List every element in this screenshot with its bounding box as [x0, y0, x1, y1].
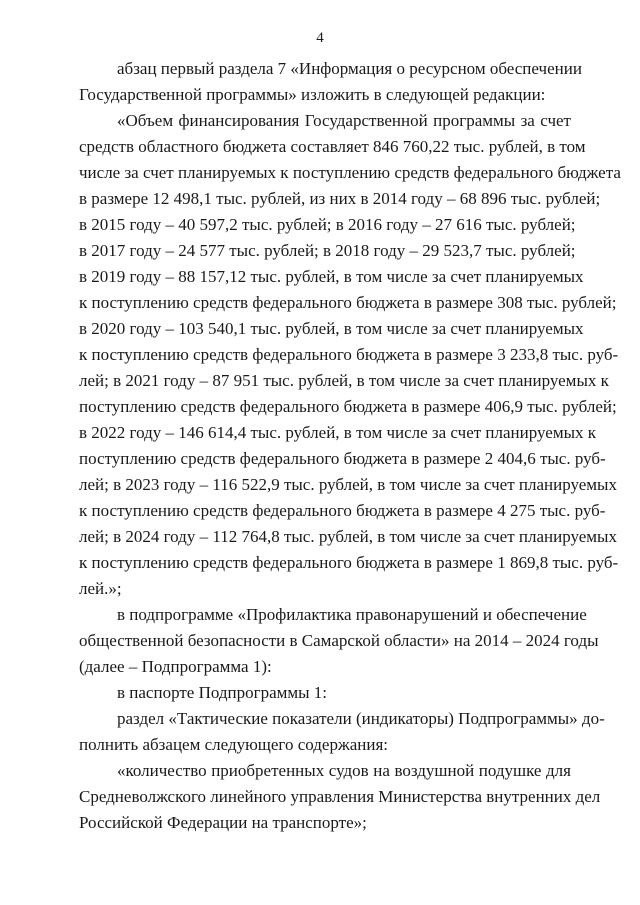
text-line: к поступлению средств федерального бюджета в размере 4 275 тыс. руб- — [79, 501, 606, 520]
text-line: к поступлению средств федерального бюджета в размере 1 869,8 тыс. руб- — [79, 553, 619, 572]
text-line: к поступлению средств федерального бюджета в размере 3 233,8 тыс. руб- — [79, 345, 619, 364]
text-line: «количество приобретенных судов на воздушной подушке для — [117, 761, 571, 780]
text-line: лей.»; — [79, 579, 122, 598]
text-line: к поступлению средств федерального бюджета в размере 308 тыс. рублей; — [79, 293, 617, 312]
text-line: Государственной программы» изложить в следующей редакции: — [79, 85, 546, 104]
text-line: лей; в 2023 году – 116 522,9 тыс. рублей, в том числе за счет планируемых — [79, 475, 617, 494]
text-line: раздел «Тактические показатели (индикаторы) Подпрограммы» до- — [117, 709, 605, 728]
text-line: в 2022 году – 146 614,4 тыс. рублей, в том числе за счет планируемых к — [79, 423, 597, 442]
page-number: 4 — [316, 30, 324, 46]
text-line: абзац первый раздела 7 «Информация о ресурсном обеспечении — [117, 59, 582, 78]
text-line: в размере 12 498,1 тыс. рублей, из них в 2014 году – 68 896 тыс. рублей; — [79, 189, 601, 208]
text-line: полнить абзацем следующего содержания: — [79, 735, 389, 754]
text-line: в 2020 году – 103 540,1 тыс. рублей, в том числе за счет планируемых — [79, 319, 584, 338]
text-line: общественной безопасности в Самарской области» на 2014 – 2024 годы — [79, 631, 599, 650]
text-line: поступлению средств федерального бюджета в размере 406,9 тыс. рублей; — [79, 397, 617, 416]
text-line: числе за счет планируемых к поступлению средств федерального бюджета — [79, 163, 621, 182]
text-line: в 2015 году – 40 597,2 тыс. рублей; в 2016 году – 27 616 тыс. рублей; — [79, 215, 576, 234]
text-line: в подпрограмме «Профилактика правонарушений и обеспечение — [117, 605, 587, 624]
text-line: Российской Федерации на транспорте»; — [79, 813, 367, 832]
text-line: поступлению средств федерального бюджета в размере 2 404,6 тыс. руб- — [79, 449, 606, 468]
text-line: в 2017 году – 24 577 тыс. рублей; в 2018 году – 29 523,7 тыс. рублей; — [79, 241, 576, 260]
text-line: лей; в 2024 году – 112 764,8 тыс. рублей, в том числе за счет планируемых — [79, 527, 617, 546]
text-line: Средневолжского линейного управления Министерства внутренних дел — [79, 787, 601, 806]
text-line: (далее – Подпрограмма 1): — [79, 657, 272, 676]
text-line: «Объем финансирования Государственной программы за счет — [117, 111, 571, 130]
text-line: в 2019 году – 88 157,12 тыс. рублей, в том числе за счет планируемых — [79, 267, 584, 286]
text-line: средств областного бюджета составляет 846 760,22 тыс. рублей, в том — [79, 137, 586, 156]
text-line: в паспорте Подпрограммы 1: — [117, 683, 328, 702]
text-line: лей; в 2021 году – 87 951 тыс. рублей, в том числе за счет планируемых к — [79, 371, 609, 390]
